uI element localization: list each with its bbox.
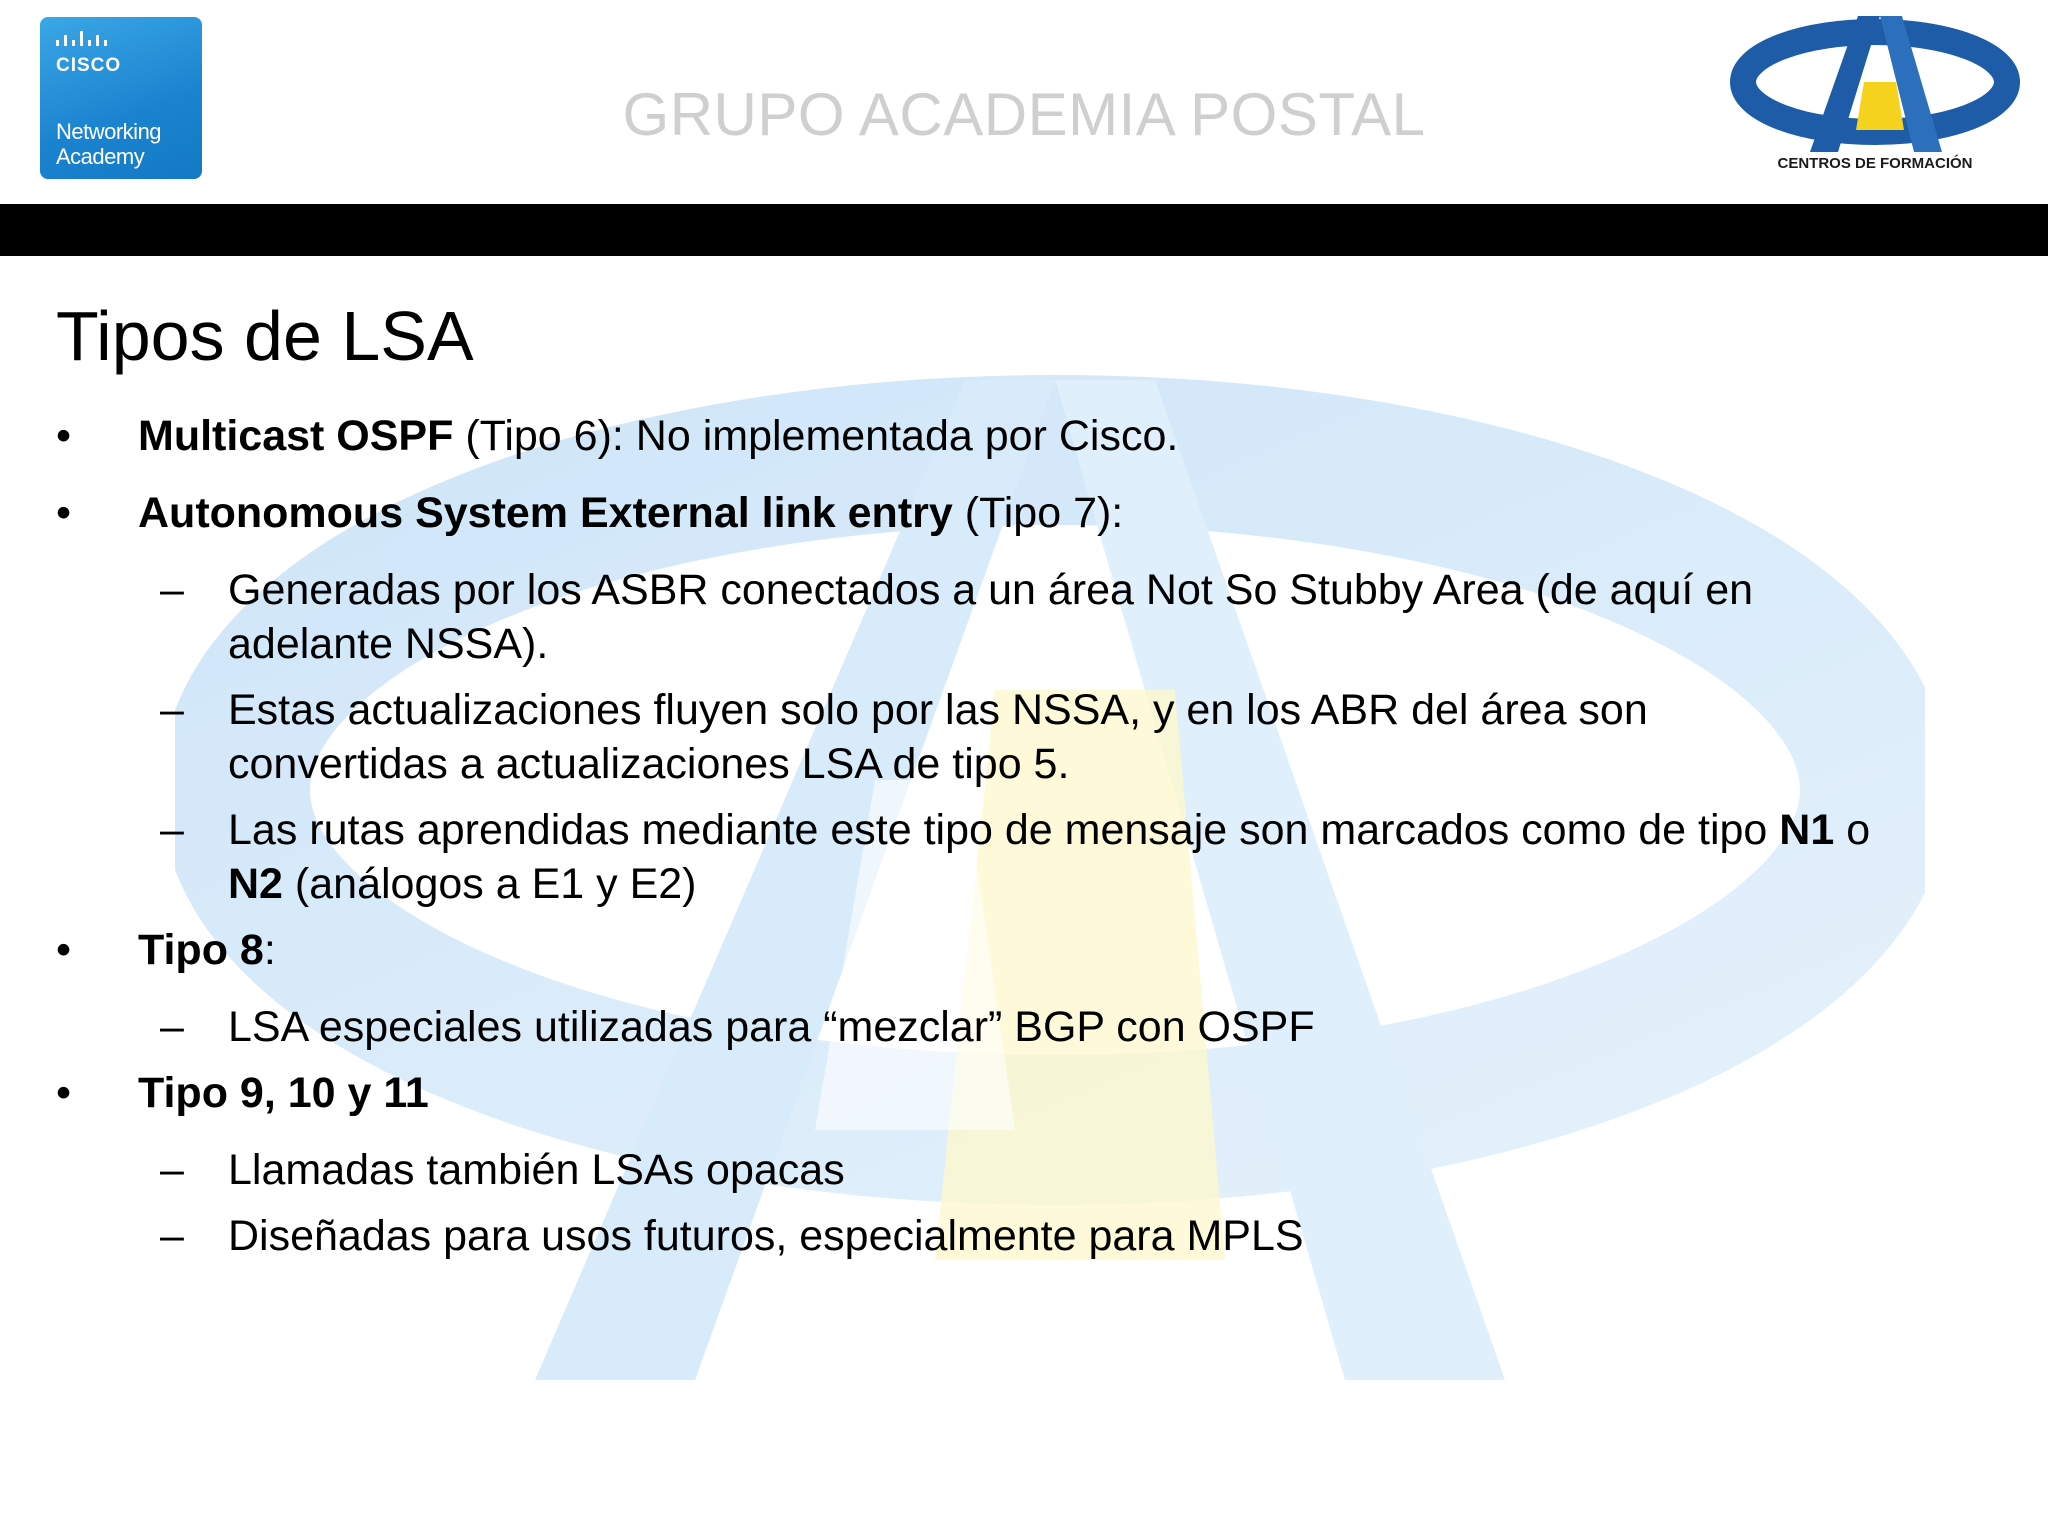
sub-item-line: Estas actualizaciones fluyen solo por las NSSA, y en los ABR del área son [228, 686, 1648, 734]
dash-icon: – [160, 1003, 184, 1051]
dash-icon: – [160, 806, 184, 854]
bullet-icon: • [56, 926, 72, 974]
item-description: : [263, 926, 276, 974]
sub-item-fragment: o [1834, 806, 1871, 854]
sub-item-fragment: (análogos a E1 y E2) [282, 860, 697, 908]
sub-item-fragment: Las rutas aprendidas mediante este tipo de mensaje son marcados como de tipo [228, 806, 1780, 854]
sub-item-line [228, 857, 1998, 911]
networking-label: Networking [56, 119, 162, 144]
item-bold-term: Autonomous System External link entry [138, 489, 953, 537]
header-divider-bar [0, 204, 2048, 256]
sub-item-line: LSA especiales utilizadas para “mezclar” BGP con OSPF [228, 1003, 1315, 1051]
sub-item-text [228, 803, 1998, 911]
sub-item-text [228, 1209, 1998, 1263]
list-item-text [138, 486, 1123, 540]
sub-item-text [228, 1143, 1998, 1197]
sub-item-line [228, 803, 1998, 857]
item-bold-term: Tipo 8 [138, 926, 264, 974]
sub-item-line: Diseñadas para usos futuros, especialmente para MPLS [228, 1212, 1304, 1260]
company-title: GRUPO ACADEMIA POSTAL [622, 81, 1426, 148]
cisco-bars-icon [56, 31, 126, 49]
sub-item-text [228, 1000, 1998, 1054]
list-item-text [138, 923, 276, 977]
sub-item-line: adelante NSSA). [228, 620, 549, 668]
sub-item-text [228, 683, 1998, 791]
academia-postal-logo [1730, 12, 2020, 177]
dash-icon: – [160, 1212, 184, 1260]
slide-header [0, 0, 2048, 204]
list-item-text [138, 409, 1178, 463]
bullet-icon: • [56, 412, 72, 460]
n1-term: N1 [1779, 806, 1835, 854]
item-description: (Tipo 7): [952, 489, 1124, 537]
sub-item-text [228, 563, 1998, 671]
dash-icon: – [160, 1146, 184, 1194]
bullet-icon: • [56, 489, 72, 537]
dash-icon: – [160, 566, 184, 614]
sub-item-line: convertidas a actualizaciones LSA de tipo 5. [228, 740, 1070, 788]
n2-term: N2 [228, 860, 283, 908]
cisco-wordmark: CISCO [56, 55, 122, 76]
slide-title: Tipos de LSA [56, 297, 474, 375]
academy-label: Academy [56, 144, 145, 169]
sub-item-line: Generadas por los ASBR conectados a un área Not So Stubby Area (de aquí en [228, 566, 1754, 614]
dash-icon: – [160, 686, 184, 734]
item-bold-term: Multicast OSPF [138, 412, 454, 460]
list-item-text [138, 1066, 429, 1120]
item-bold-term: Tipo 9, 10 y 11 [138, 1069, 429, 1117]
bullet-icon: • [56, 1069, 72, 1117]
item-description: (Tipo 6): No implementada por Cisco. [453, 412, 1179, 460]
centros-de-formacion-caption: CENTROS DE FORMACIÓN [1777, 155, 1973, 172]
sub-item-line: Llamadas también LSAs opacas [228, 1146, 845, 1194]
